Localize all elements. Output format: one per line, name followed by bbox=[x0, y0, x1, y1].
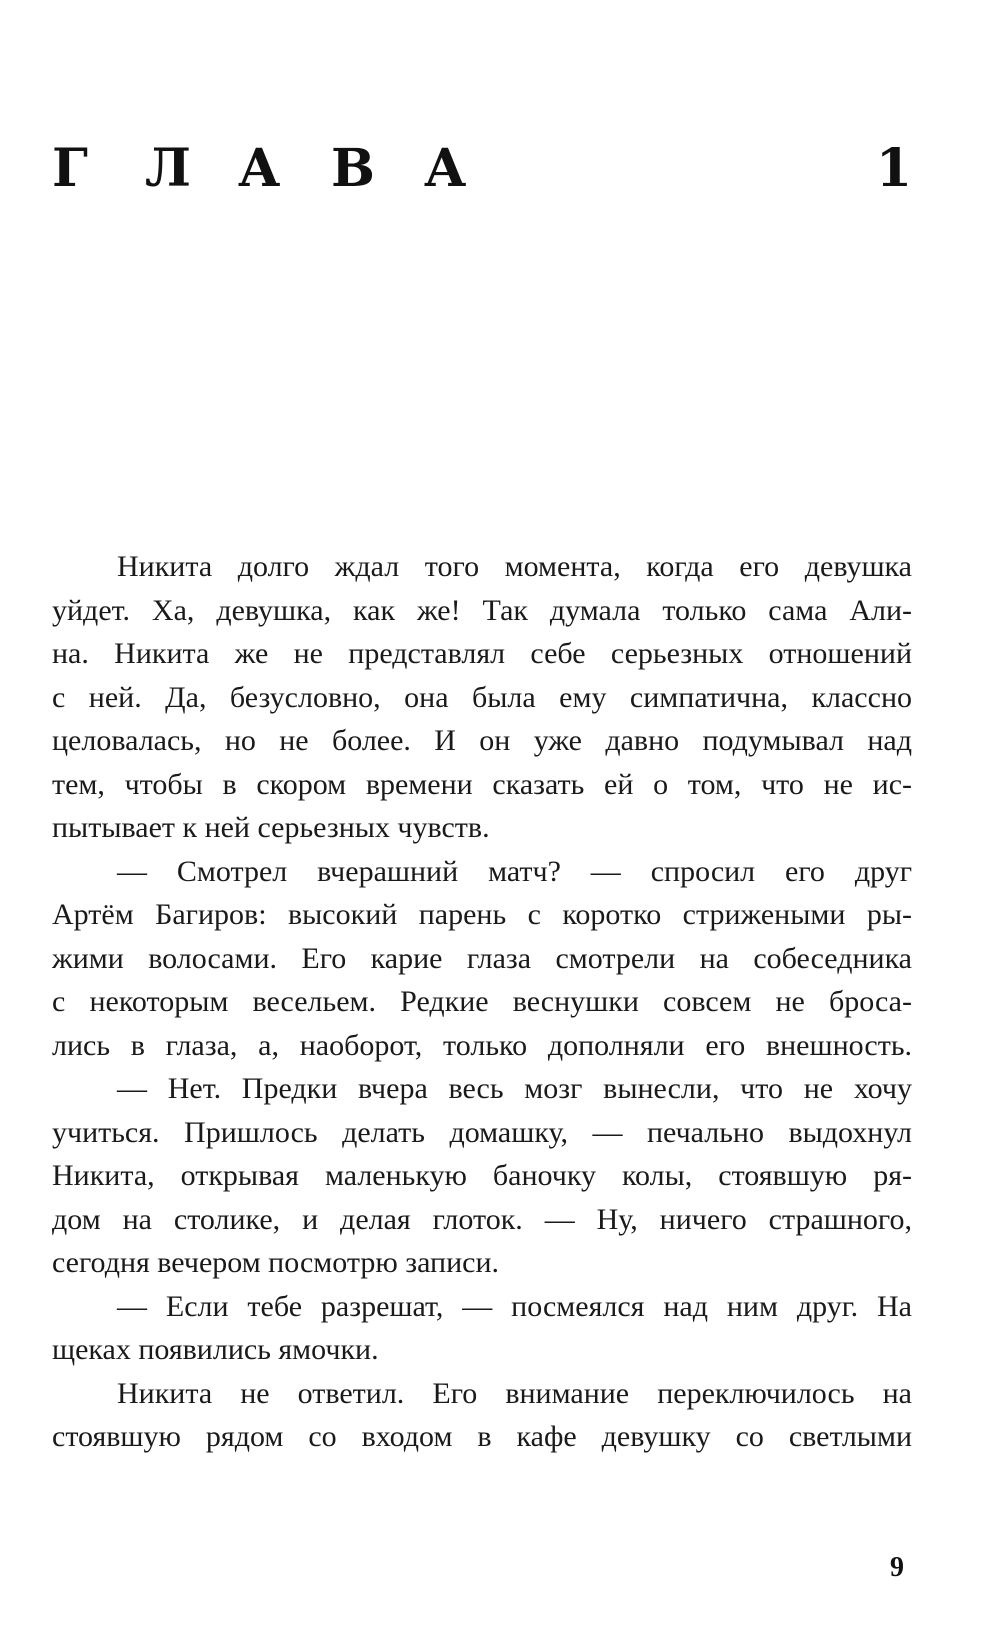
text-line: жими волосами. Его карие глаза смотрели на собеседника bbox=[52, 941, 912, 975]
chapter-letter: Л bbox=[145, 137, 191, 199]
text-line: с ней. Да, безусловно, она была ему симпатична, классно bbox=[52, 680, 912, 714]
chapter-letter: В bbox=[331, 137, 375, 199]
text-line: Артём Багиров: высокий парень с коротко стрижеными ры- bbox=[52, 898, 912, 931]
text-line: с некоторым весельем. Редкие веснушки совсем не броса- bbox=[52, 985, 912, 1018]
text-line: на. Никита же не представлял себе серьезных отношений bbox=[52, 637, 912, 670]
text-line: тем, чтобы в скором времени сказать ей о том, что не ис- bbox=[52, 767, 912, 801]
text-line: Никита долго ждал того момента, когда его девушка bbox=[117, 550, 912, 583]
text-line: — Смотрел вчерашний матч? — спросил его друг bbox=[117, 854, 912, 888]
text-line: — Если тебе разрешат, — посмеялся над ним друг. На bbox=[117, 1289, 912, 1323]
chapter-heading bbox=[52, 128, 912, 208]
text-line: — Нет. Предки вчера весь мозг вынесли, что не хочу bbox=[117, 1072, 912, 1105]
text-line: Никита, открывая маленькую баночку колы, стоявшую ря- bbox=[52, 1159, 912, 1192]
chapter-word bbox=[52, 138, 517, 199]
text-line: дом на столике, и делая глоток. — Ну, ничего страшного, bbox=[52, 1202, 912, 1236]
chapter-letter: Г bbox=[52, 137, 88, 199]
chapter-letter: А bbox=[424, 137, 467, 199]
text-line: стоявшую рядом со входом в кафе девушку со светлыми bbox=[52, 1420, 912, 1453]
text-line: учиться. Пришлось делать домашку, — печально выдохнул bbox=[52, 1115, 912, 1149]
text-line: сегодня вечером посмотрю записи. bbox=[52, 1246, 500, 1279]
text-line: Никита не ответил. Его внимание переключилось на bbox=[117, 1376, 912, 1410]
text-line: щеках появились ямочки. bbox=[52, 1333, 379, 1366]
chapter-number: 1 bbox=[875, 137, 912, 199]
text-line: уйдет. Ха, девушка, как же! Так думала только сама Али- bbox=[52, 593, 912, 627]
chapter-letter: А bbox=[238, 137, 281, 199]
text-line: пытывает к ней серьезных чувств. bbox=[52, 811, 490, 844]
chapter-text bbox=[52, 545, 912, 1459]
text-line: лись в глаза, а, наоборот, только дополняли его внешность. bbox=[52, 1028, 912, 1062]
page-number: 9 bbox=[890, 1552, 904, 1583]
text-line: целовалась, но не более. И он уже давно подумывал над bbox=[52, 724, 912, 757]
